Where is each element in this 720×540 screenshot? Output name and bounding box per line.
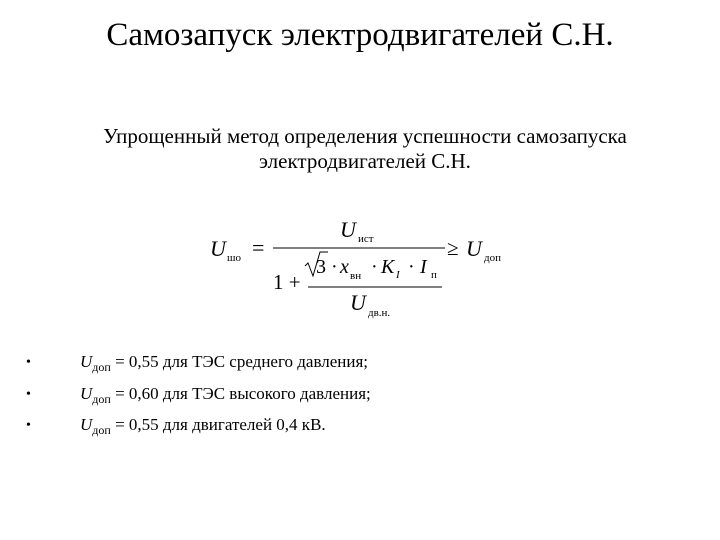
formula-num-symbol: U: [340, 217, 356, 242]
bullet-symbol: U: [80, 383, 93, 403]
formula-equals: =: [252, 235, 265, 260]
bullet-sub: доп: [92, 391, 111, 406]
formula-dot2: ·: [371, 256, 378, 278]
formula-den-u-sub: дв.н.: [368, 307, 391, 319]
bullet-marker: •: [26, 418, 31, 433]
formula-svg: [200, 212, 530, 324]
formula-rhs-symbol: U: [466, 236, 482, 261]
slide-subtitle: Упрощенный метод определения успешности самозапуска электродвигателей С.Н.: [103, 124, 627, 173]
formula-dot3: ·: [408, 256, 415, 278]
slide-title: Самозапуск электродвигателей С.Н.: [106, 17, 614, 53]
formula-i-symbol: I: [420, 256, 427, 278]
formula-lhs-sub: шо: [227, 252, 241, 264]
bullet-sub: доп: [92, 360, 111, 374]
formula-lhs-symbol: U: [210, 236, 226, 261]
bullet-item: [26, 381, 706, 413]
bullet-item: [26, 412, 706, 444]
formula-dot1: ·: [331, 256, 338, 278]
bullet-marker: •: [26, 386, 31, 402]
formula-k-symbol: K: [381, 256, 395, 278]
bullet-text: = 0,60 для ТЭС высокого давления;: [110, 383, 371, 403]
bullet-symbol: U: [80, 415, 93, 434]
bullet-item: [26, 349, 706, 381]
formula-x-symbol: x: [340, 256, 349, 278]
self-start-formula: [200, 212, 530, 324]
bullet-list: [26, 349, 706, 444]
formula-den-u-symbol: U: [350, 290, 366, 315]
formula-k-sub: I: [396, 269, 400, 281]
formula-geq: ≥: [447, 236, 459, 260]
formula-x-sub: вн: [350, 270, 362, 282]
formula-num-sub: ист: [358, 233, 374, 245]
bullet-text: = 0,55 для ТЭС среднего давления;: [110, 352, 369, 371]
formula-i-sub: п: [431, 269, 437, 281]
bullet-symbol: U: [80, 352, 93, 371]
bullet-sub: доп: [92, 423, 111, 437]
formula-one-plus: 1 +: [273, 270, 301, 294]
bullet-text: = 0,55 для двигателей 0,4 кВ.: [110, 415, 326, 434]
formula-rhs-sub: доп: [484, 252, 501, 264]
formula-sqrt3: 3: [316, 256, 326, 278]
bullet-marker: •: [26, 355, 31, 370]
